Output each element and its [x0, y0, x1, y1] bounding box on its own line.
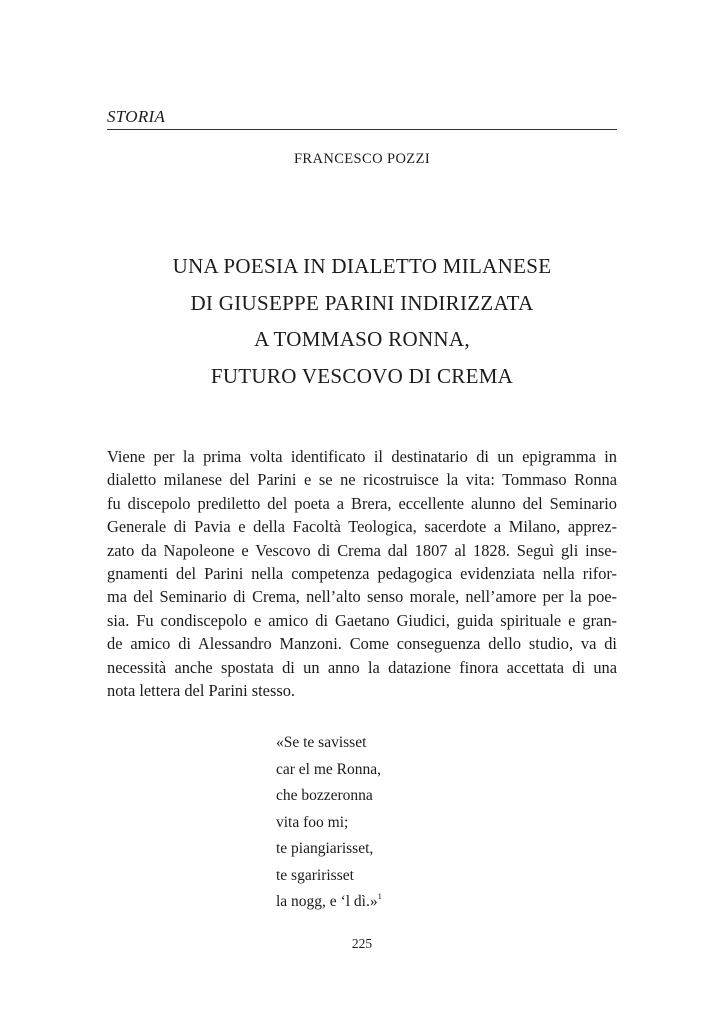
article-title	[107, 248, 617, 394]
running-header	[107, 107, 617, 130]
poem-line: vita foo mi;	[276, 813, 349, 831]
abstract-line: fu discepolo prediletto del poeta a Brera, eccellente alunno del Seminario	[107, 493, 617, 513]
poem-line: «Se te savisset	[276, 734, 367, 751]
poem-line: che bozzeronna	[276, 787, 373, 804]
title-line: FUTURO VESCOVO DI CREMA	[210, 363, 514, 388]
poem-line: te sgaririsset	[276, 866, 354, 884]
abstract-line: Viene per la prima volta identificato il destinatario di un epigramma in	[107, 447, 617, 466]
title-line: A TOMMASO RONNA,	[254, 327, 470, 351]
title-line: DI GIUSEPPE PARINI INDIRIZZATA	[190, 290, 534, 315]
abstract-line: zato da Napoleone e Vescovo di Crema dal 1807 al 1828. Seguì gli inse-	[107, 540, 617, 560]
poem-line: car el me Ronna,	[276, 760, 382, 778]
poem-line-last	[276, 889, 382, 916]
poem-epigram	[276, 730, 382, 916]
abstract-line: gnamenti del Parini nella competenza pedagogica evidenziata nella rifor-	[107, 564, 617, 584]
poem-line-text: la nogg, e ‘l dì.»	[276, 893, 378, 910]
abstract-line: necessità anche spostata di un anno la datazione finora accettata di una	[107, 657, 617, 677]
abstract-line: dialetto milanese del Parini e se ne ricostruisce la vita: Tommaso Ronna	[107, 470, 617, 490]
abstract-line: ma del Seminario di Crema, nell’alto senso morale, nell’amore per la poe-	[107, 587, 617, 607]
poem-line: te piangiarisset,	[276, 840, 374, 857]
title-line: UNA POESIA IN DIALETTO MILANESE	[172, 254, 552, 278]
abstract-line: sia. Fu condiscepolo e amico di Gaetano Giudici, guida spirituale e gran-	[107, 610, 617, 630]
author-name: FRANCESCO POZZI	[293, 151, 431, 167]
abstract-line: Generale di Pavia e della Facoltà Teologica, sacerdote a Milano, apprez-	[107, 517, 617, 537]
abstract-line: nota lettera del Parini stesso.	[107, 681, 295, 701]
footnote-reference[interactable]: 1	[377, 891, 382, 901]
abstract-paragraph	[107, 445, 617, 702]
section-label: STORIA	[107, 107, 166, 126]
page-number: 225	[351, 936, 373, 951]
abstract-line: de amico di Alessandro Manzoni. Come conseguenza dello studio, va di	[107, 634, 617, 654]
